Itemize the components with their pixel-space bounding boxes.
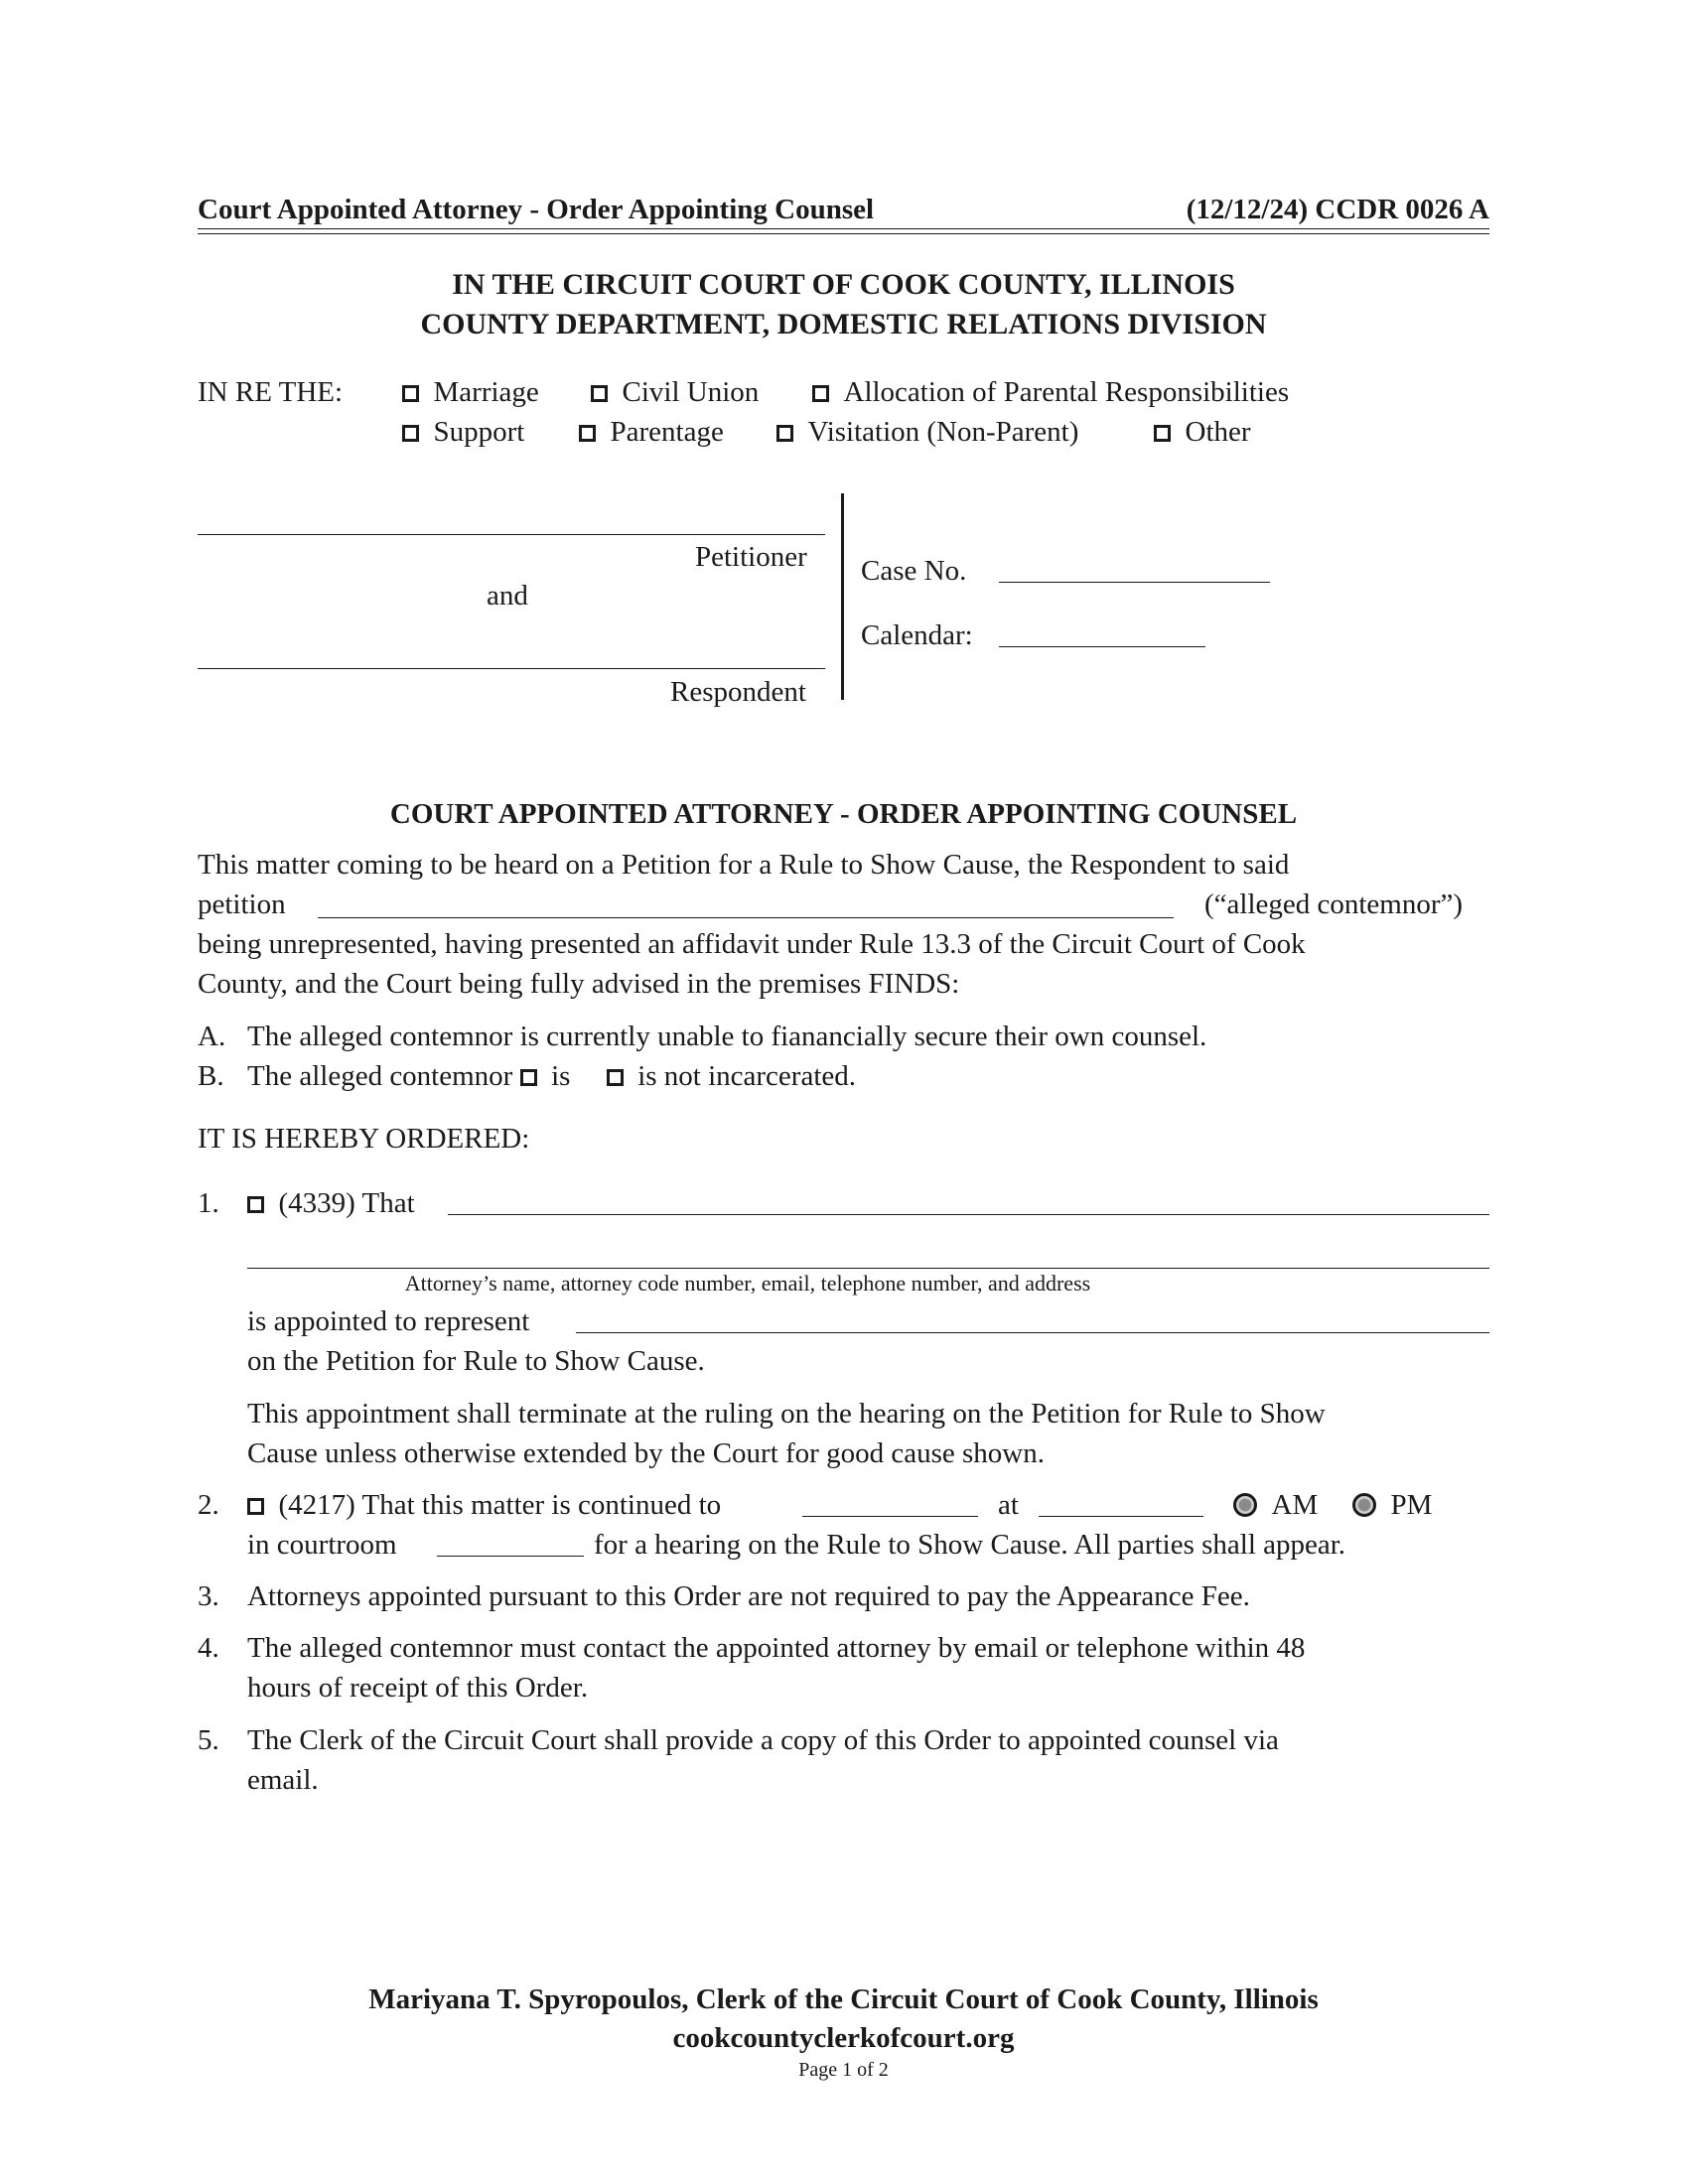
checkbox[interactable] [402,385,419,402]
pm-option[interactable]: PM [1352,1485,1432,1525]
checkbox[interactable] [579,425,596,442]
item-4-line-1: The alleged contemnor must contact the appointed attorney by email or telephone within 48 [247,1632,1306,1664]
on-petition-text: on the Petition for Rule to Show Cause. [247,1345,705,1377]
item-2-checkbox[interactable] [247,1498,264,1515]
attorney-info-field-2[interactable] [247,1268,1489,1269]
attorney-info-field-1[interactable] [448,1214,1489,1215]
checkbox[interactable] [591,385,608,402]
in-re-allocation[interactable]: Allocation of Parental Responsibilities [812,372,1289,412]
intro-petition-word: petition [198,888,286,920]
hearing-text: for a hearing on the Rule to Show Cause. All parties shall appear. [594,1529,1346,1561]
page-number: Page 1 of 2 [798,2059,889,2081]
item-1-number: 1. [198,1187,219,1219]
item-1-code: (4339) That [278,1187,415,1219]
respondent-label: Respondent [670,676,806,708]
alleged-contemnor-label: (“alleged contemnor”) [1204,888,1464,920]
header-rule-bottom [198,233,1489,234]
ordered-heading: IT IS HEREBY ORDERED: [198,1123,530,1155]
in-re-parentage[interactable]: Parentage [579,412,724,452]
continued-time-field[interactable] [1039,1516,1203,1517]
is-incarcerated-checkbox[interactable] [520,1069,537,1086]
finding-a-text: The alleged contemnor is currently unable to fianancially secure their own counsel. [247,1021,1207,1052]
in-re-other[interactable]: Other [1154,412,1251,452]
item-1-row [247,1183,415,1223]
is-label: is [551,1060,571,1092]
item-1-checkbox[interactable] [247,1196,264,1213]
am-option[interactable]: AM [1233,1485,1318,1525]
court-heading-2: COUNTY DEPARTMENT, DOMESTIC RELATIONS DIVISION [420,308,1267,341]
item-4-number: 4. [198,1632,219,1664]
checkbox[interactable] [812,385,829,402]
form-title: Court Appointed Attorney - Order Appointing Counsel [198,194,875,225]
in-re-label: IN RE THE: [198,376,344,408]
and-label: and [487,580,528,612]
order-title: COURT APPOINTED ATTORNEY - ORDER APPOINTING COUNSEL [389,798,1298,830]
finding-b-row [247,1056,856,1096]
footer-clerk: Mariyana T. Spyropoulos, Clerk of the Circuit Court of Cook County, Illinois [368,1983,1319,2015]
respondent-name-field[interactable] [318,917,1174,918]
case-no-field[interactable] [999,582,1270,583]
intro-line-4: County, and the Court being fully advised in the premises FINDS: [198,968,960,1000]
at-label: at [998,1489,1019,1521]
finding-a-label: A. [198,1021,226,1052]
calendar-label: Calendar: [861,619,973,651]
footer-website[interactable]: cookcountyclerkofcourt.org [672,2022,1015,2054]
respondent-line[interactable] [198,668,825,669]
form-code: (12/12/24) CCDR 0026 A [1186,194,1489,225]
finding-b-label: B. [198,1060,224,1092]
item-3-text: Attorneys appointed pursuant to this Order are not required to pay the Appearance Fee. [247,1580,1250,1612]
petitioner-line[interactable] [198,534,825,535]
is-not-label: is not incarcerated. [637,1060,856,1092]
intro-line-3: being unrepresented, having presented an affidavit under Rule 13.3 of the Circuit Court of Cook [198,928,1306,960]
attorney-info-caption: Attorney’s name, attorney code number, email, telephone number, and address [404,1271,1091,1296]
checkbox[interactable] [1154,425,1171,442]
item-2-number: 2. [198,1489,219,1521]
item-5-line-1: The Clerk of the Circuit Court shall provide a copy of this Order to appointed counsel via [247,1724,1279,1756]
am-radio[interactable] [1233,1493,1257,1517]
item-5-line-2: email. [247,1764,319,1796]
is-not-incarcerated-checkbox[interactable] [607,1069,624,1086]
item-2-row [247,1485,721,1525]
termination-line-1: This appointment shall terminate at the ruling on the hearing on the Petition for Rule to Show [247,1398,1326,1430]
header-rule-top [198,228,1489,229]
appointed-label: is appointed to represent [247,1305,530,1337]
in-re-support[interactable]: Support [402,412,524,452]
petitioner-label: Petitioner [695,541,807,573]
item-4-line-2: hours of receipt of this Order. [247,1672,589,1704]
courtroom-label: in courtroom [247,1529,397,1561]
court-heading-1: IN THE CIRCUIT COURT OF COOK COUNTY, ILLINOIS [452,268,1235,301]
checkbox[interactable] [776,425,793,442]
termination-line-2: Cause unless otherwise extended by the Court for good cause shown. [247,1437,1045,1469]
checkbox[interactable] [402,425,419,442]
item-2-text: (4217) That this matter is continued to [278,1489,722,1521]
calendar-field[interactable] [999,646,1205,647]
in-re-visitation[interactable]: Visitation (Non-Parent) [776,412,1078,452]
item-5-number: 5. [198,1724,219,1756]
in-re-civil-union[interactable]: Civil Union [591,372,759,412]
courtroom-field[interactable] [437,1556,584,1557]
caption-divider [841,493,844,700]
represented-party-field[interactable] [576,1332,1489,1333]
finding-b-text: The alleged contemnor [247,1060,513,1092]
continued-date-field[interactable] [802,1516,978,1517]
in-re-marriage[interactable]: Marriage [402,372,539,412]
intro-line-1: This matter coming to be heard on a Petition for a Rule to Show Cause, the Respondent to said [198,849,1290,881]
case-no-label: Case No. [861,555,967,587]
pm-radio[interactable] [1352,1493,1376,1517]
item-3-number: 3. [198,1580,219,1612]
